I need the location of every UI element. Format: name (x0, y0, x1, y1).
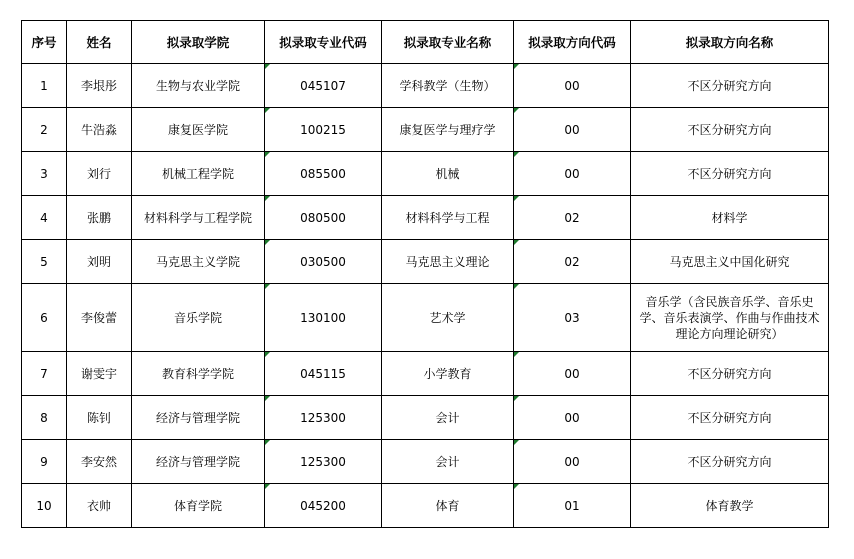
cell-seq: 10 (22, 484, 67, 528)
cell-college: 康复医学院 (132, 108, 265, 152)
cell-direction-name: 不区分研究方向 (631, 396, 829, 440)
cell-direction-name: 材料学 (631, 196, 829, 240)
cell-major-name: 机械 (382, 152, 514, 196)
cell-direction-name: 不区分研究方向 (631, 152, 829, 196)
cell-major-code: 100215 (265, 108, 382, 152)
header-seq: 序号 (22, 21, 67, 64)
cell-name: 谢雯宇 (67, 352, 132, 396)
cell-major-code: 045107 (265, 64, 382, 108)
cell-college: 材料科学与工程学院 (132, 196, 265, 240)
cell-major-name: 马克思主义理论 (382, 240, 514, 284)
cell-name: 李垠彤 (67, 64, 132, 108)
cell-major-name: 康复医学与理疗学 (382, 108, 514, 152)
cell-major-name: 学科教学（生物） (382, 64, 514, 108)
cell-seq: 4 (22, 196, 67, 240)
cell-college: 体育学院 (132, 484, 265, 528)
cell-seq: 3 (22, 152, 67, 196)
table-row (22, 64, 829, 108)
cell-name: 刘行 (67, 152, 132, 196)
header-row (22, 21, 829, 64)
header-direction-name: 拟录取方向名称 (631, 21, 829, 64)
cell-major-code: 085500 (265, 152, 382, 196)
cell-college: 马克思主义学院 (132, 240, 265, 284)
cell-direction-name: 不区分研究方向 (631, 352, 829, 396)
cell-college: 经济与管理学院 (132, 396, 265, 440)
cell-major-code: 080500 (265, 196, 382, 240)
cell-direction-name: 音乐学（含民族音乐学、音乐史学、音乐表演学、作曲与作曲技术理论方向理论研究） (631, 284, 829, 352)
cell-direction-code: 00 (514, 440, 631, 484)
cell-name: 李安然 (67, 440, 132, 484)
cell-major-code: 030500 (265, 240, 382, 284)
admission-table (21, 20, 829, 528)
cell-direction-code: 00 (514, 352, 631, 396)
header-direction-code: 拟录取方向代码 (514, 21, 631, 64)
cell-direction-name: 不区分研究方向 (631, 440, 829, 484)
cell-name: 张鹏 (67, 196, 132, 240)
table-row (22, 196, 829, 240)
cell-major-name: 体育 (382, 484, 514, 528)
cell-name: 李俊蕾 (67, 284, 132, 352)
cell-direction-name: 体育教学 (631, 484, 829, 528)
table-row (22, 240, 829, 284)
cell-direction-name: 不区分研究方向 (631, 108, 829, 152)
cell-direction-name: 不区分研究方向 (631, 64, 829, 108)
cell-seq: 1 (22, 64, 67, 108)
cell-major-name: 会计 (382, 396, 514, 440)
cell-major-code: 125300 (265, 440, 382, 484)
cell-direction-name: 马克思主义中国化研究 (631, 240, 829, 284)
cell-direction-code: 00 (514, 64, 631, 108)
cell-major-name: 材料科学与工程 (382, 196, 514, 240)
cell-seq: 9 (22, 440, 67, 484)
cell-seq: 7 (22, 352, 67, 396)
cell-major-name: 小学教育 (382, 352, 514, 396)
cell-major-code: 045200 (265, 484, 382, 528)
cell-major-name: 艺术学 (382, 284, 514, 352)
cell-seq: 5 (22, 240, 67, 284)
cell-college: 教育科学学院 (132, 352, 265, 396)
cell-name: 衣帅 (67, 484, 132, 528)
table-row (22, 440, 829, 484)
cell-major-name: 会计 (382, 440, 514, 484)
header-major-name: 拟录取专业名称 (382, 21, 514, 64)
table-row (22, 108, 829, 152)
header-college: 拟录取学院 (132, 21, 265, 64)
table-row (22, 484, 829, 528)
table-row (22, 352, 829, 396)
cell-college: 音乐学院 (132, 284, 265, 352)
header-name: 姓名 (67, 21, 132, 64)
cell-name: 陈钊 (67, 396, 132, 440)
cell-direction-code: 00 (514, 396, 631, 440)
table-row (22, 396, 829, 440)
cell-name: 刘明 (67, 240, 132, 284)
cell-direction-code: 03 (514, 284, 631, 352)
cell-college: 经济与管理学院 (132, 440, 265, 484)
cell-seq: 6 (22, 284, 67, 352)
cell-seq: 2 (22, 108, 67, 152)
cell-college: 机械工程学院 (132, 152, 265, 196)
cell-direction-code: 02 (514, 196, 631, 240)
cell-major-code: 045115 (265, 352, 382, 396)
cell-direction-code: 00 (514, 108, 631, 152)
table-row (22, 284, 829, 352)
cell-seq: 8 (22, 396, 67, 440)
cell-direction-code: 02 (514, 240, 631, 284)
table-row (22, 152, 829, 196)
cell-major-code: 130100 (265, 284, 382, 352)
cell-direction-code: 01 (514, 484, 631, 528)
header-major-code: 拟录取专业代码 (265, 21, 382, 64)
cell-college: 生物与农业学院 (132, 64, 265, 108)
cell-major-code: 125300 (265, 396, 382, 440)
cell-name: 牛浩淼 (67, 108, 132, 152)
cell-direction-code: 00 (514, 152, 631, 196)
